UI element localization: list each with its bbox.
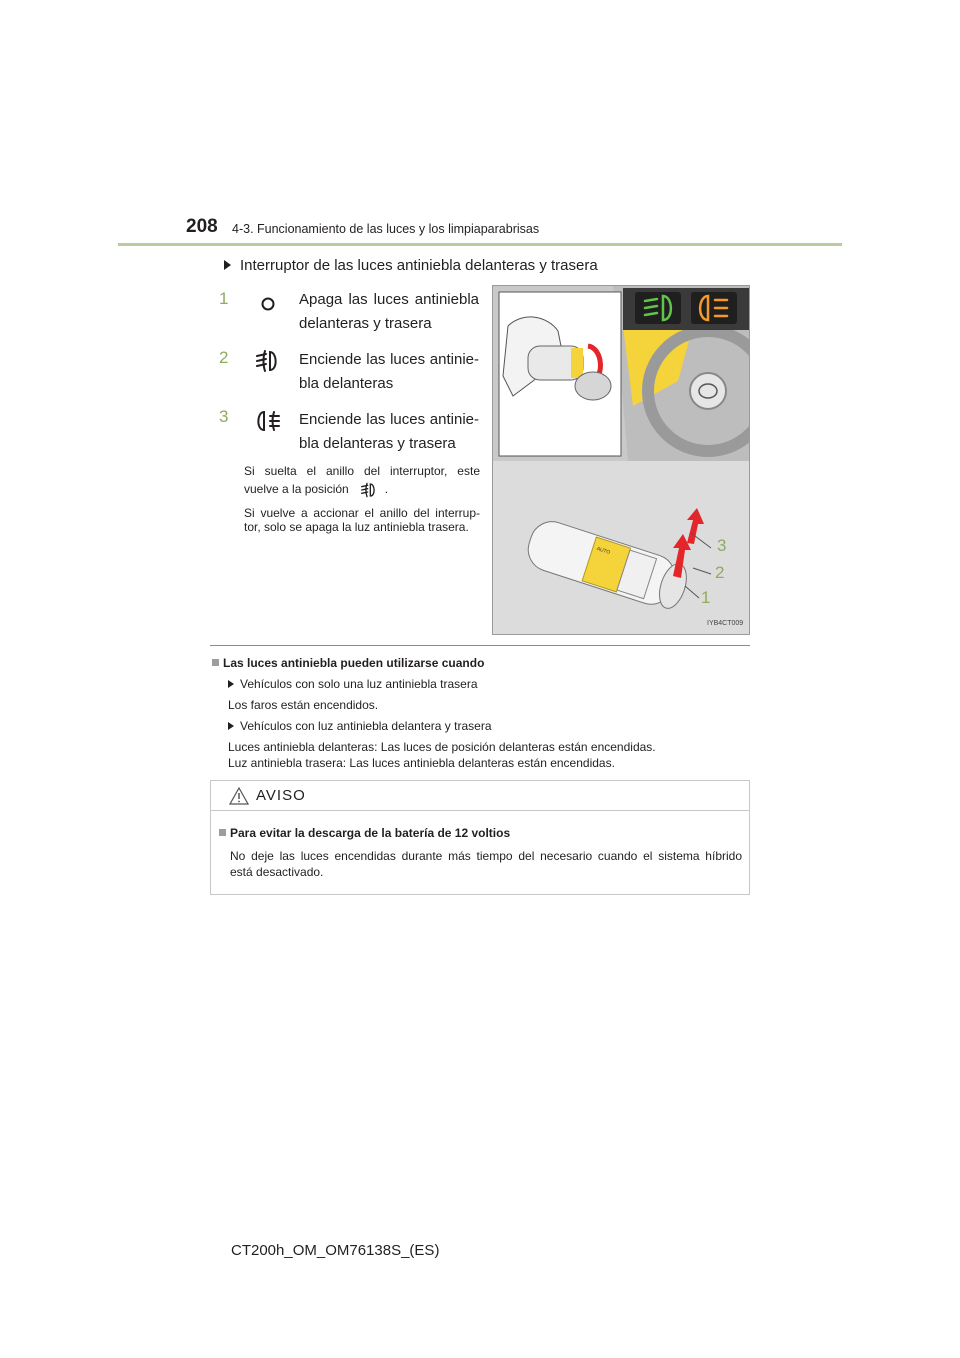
release-note-period: . (384, 482, 389, 496)
info-text-1: Los faros están encendidos. (228, 698, 379, 712)
subheading-text: Interruptor de las luces antiniebla delanteras y trasera (240, 257, 598, 274)
bullet-triangle-icon (224, 260, 231, 270)
again-note-line: Si vuelve a accionar el anillo del interrup- (244, 506, 480, 520)
release-note-line: vuelve a la posición (244, 482, 349, 496)
document-code: CT200h_OM_OM76138S_(ES) (231, 1242, 440, 1259)
again-note (244, 506, 480, 534)
info-title (212, 656, 484, 670)
position-number-1: 1 (219, 289, 229, 308)
front-fog-light-icon (359, 482, 379, 498)
fog-switch-illustration (492, 285, 750, 635)
position-description-line: delanteras y trasera (299, 315, 432, 332)
warning-text-line: está desactivado. (230, 865, 324, 879)
info-subheading-1 (228, 677, 478, 691)
position-description-line: bla delanteras (299, 375, 394, 392)
info-subheading-2 (228, 719, 492, 733)
position-description-2 (299, 348, 479, 396)
info-text-3: Luz antiniebla trasera: Las luces antiniebla delanteras están encendidas. (228, 756, 615, 770)
position-description-line: Enciende las luces antinie- (299, 351, 479, 368)
callout-2: 2 (715, 563, 725, 582)
rear-fog-light-icon (254, 409, 282, 433)
warning-subtitle-text: Para evitar la descarga de la batería de 12 voltios (230, 826, 511, 840)
info-text-2: Luces antiniebla delanteras: Las luces de posición delanteras están encendidas. (228, 740, 656, 754)
info-subheading-text: Vehículos con luz antiniebla delantera y trasera (240, 719, 492, 733)
callout-1: 1 (701, 588, 711, 607)
subheading (224, 257, 598, 274)
info-title-text: Las luces antiniebla pueden utilizarse cuando (223, 656, 485, 670)
position-number-2: 2 (219, 348, 229, 367)
front-fog-light-icon (254, 349, 282, 373)
off-circle-icon (258, 292, 286, 316)
info-subheading-text: Vehículos con solo una luz antiniebla trasera (240, 677, 478, 691)
section-divider (210, 645, 750, 646)
warning-header (211, 781, 749, 811)
warning-text-line: No deje las luces encendidas durante más tiempo del necesario cuando el sistema híbrido (230, 849, 742, 863)
illustration-drawing (493, 286, 749, 634)
warning-subtitle (219, 826, 510, 840)
bullet-triangle-icon (228, 680, 234, 688)
warning-title: AVISO (256, 787, 306, 804)
position-description-3 (299, 408, 479, 456)
square-bullet-icon (219, 829, 226, 836)
warning-box (210, 780, 750, 895)
release-note-line: Si suelta el anillo del interruptor, este (244, 464, 480, 478)
square-bullet-icon (212, 659, 219, 666)
illustration-code: IYB4CT009 (707, 620, 744, 627)
warning-triangle-icon (229, 787, 249, 805)
header-divider (118, 243, 842, 246)
position-description-line: Apaga las luces antiniebla (299, 291, 479, 308)
switch-label-auto: AUTO (595, 545, 611, 556)
page-number: 208 (186, 216, 218, 237)
position-description-line: bla delanteras y trasera (299, 435, 456, 452)
release-note (244, 462, 480, 498)
position-number-3: 3 (219, 407, 229, 426)
bullet-triangle-icon (228, 722, 234, 730)
warning-text (230, 848, 742, 880)
again-note-line: tor, solo se apaga la luz antiniebla trasera. (244, 520, 469, 534)
section-title: 4-3. Funcionamiento de las luces y los limpiaparabrisas (232, 222, 540, 236)
position-description-line: Enciende las luces antinie- (299, 411, 479, 428)
position-description-1 (299, 288, 479, 336)
callout-3: 3 (717, 536, 727, 555)
